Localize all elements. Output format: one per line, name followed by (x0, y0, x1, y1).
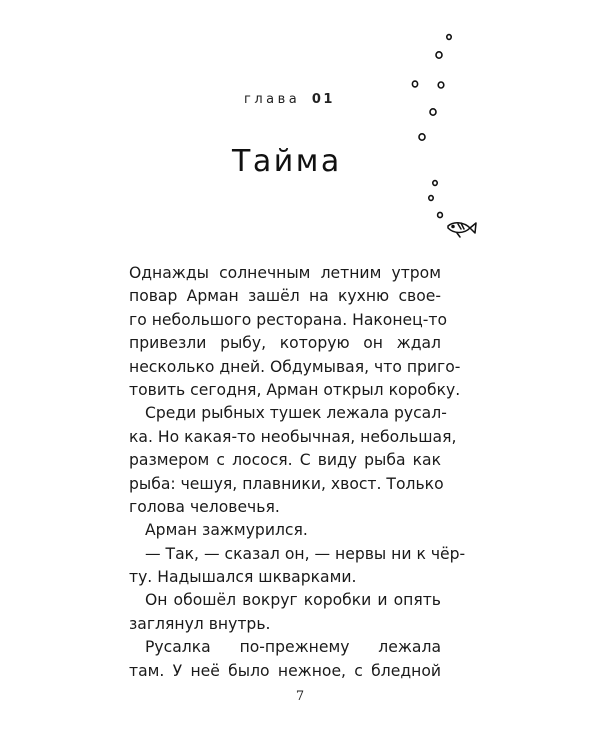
text-line: товить сегодня, Арман открыл коробку. (129, 380, 461, 399)
paragraph (129, 262, 461, 402)
bubbles-icon (412, 35, 451, 218)
page-number: 7 (295, 689, 305, 704)
text-line: Среди рыбных тушек лежала русал- (145, 404, 447, 423)
text-line: ту. Надышался шкварками. (129, 568, 357, 587)
text-line: — Так, — сказал он, — нервы ни к чёр- (145, 544, 466, 563)
text-line: рыба: чешуя, плавники, хвост. Только (129, 474, 444, 493)
text-line: Арман зажмурился. (145, 521, 308, 540)
chapter-number: 01 (311, 92, 335, 107)
text-line: несколько дней. Обдумывая, что приго- (129, 357, 461, 376)
text-line: го небольшого ресторана. Наконец-то (129, 310, 447, 329)
text-line: Однажды солнечным летним утром (129, 264, 441, 282)
text-line: голова человечья. (129, 497, 280, 516)
paragraph (129, 589, 441, 636)
paragraph (129, 636, 441, 683)
text-line: ка. Но какая-то необычная, небольшая, (129, 427, 457, 446)
chapter-title: Тайма (232, 144, 342, 179)
text-line: размером с лосося. С виду рыба как (129, 451, 441, 470)
bubbles-and-fish-decoration (400, 28, 490, 248)
text-line: повар Арман зашёл на кухню свое- (129, 287, 441, 306)
paragraph (129, 519, 441, 542)
chapter-body (129, 262, 466, 683)
text-line: заглянул внутрь. (129, 614, 271, 633)
text-line: Он обошёл вокруг коробки и опять (145, 591, 441, 610)
chapter-label (244, 92, 335, 107)
paragraph (129, 402, 457, 519)
chapter-label-text: глава (244, 92, 301, 107)
paragraph (129, 543, 466, 590)
text-line: привезли рыбу, которую он ждал (129, 334, 441, 353)
text-line: Русалка по-прежнему лежала (145, 638, 441, 657)
text-line: там. У неё было нежное, с бледной (129, 661, 441, 680)
fish-icon (448, 223, 476, 237)
